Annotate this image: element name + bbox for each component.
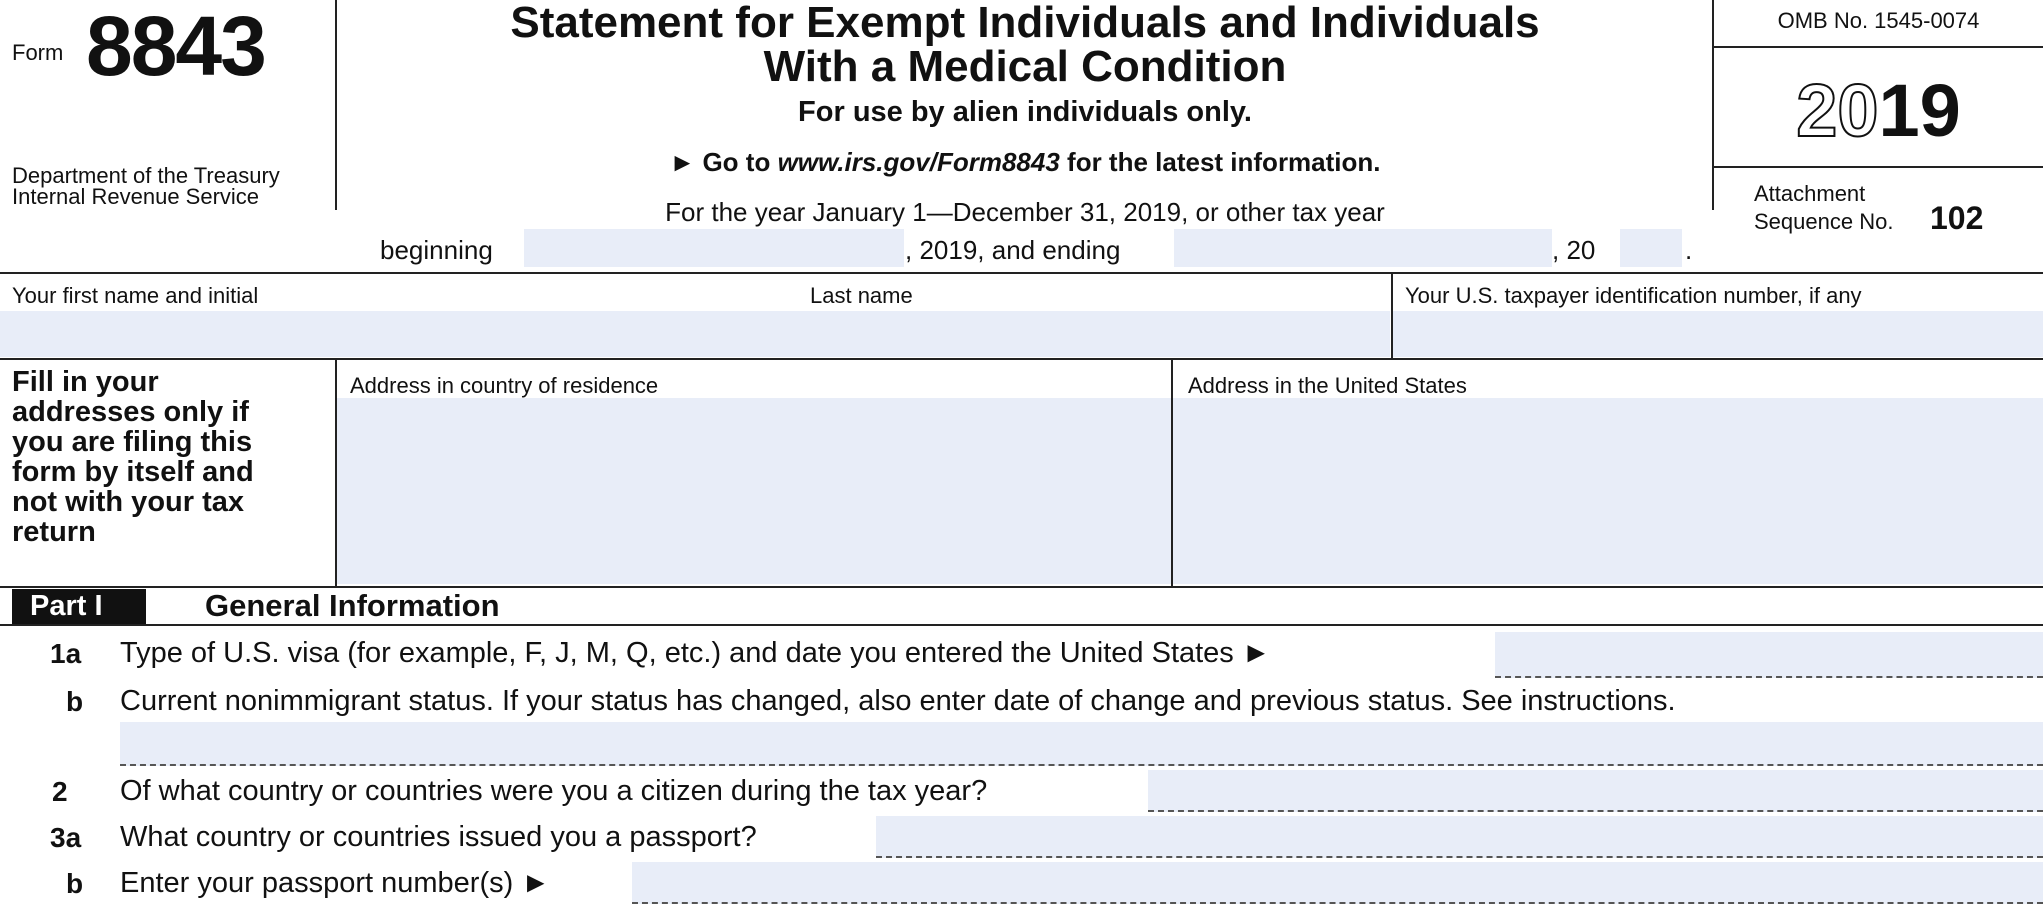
- q3b-input[interactable]: [632, 862, 2043, 904]
- goto-line: [340, 147, 1710, 178]
- q3a-input[interactable]: [876, 816, 2043, 858]
- form-title-line2: With a Medical Condition: [763, 42, 1287, 91]
- address-instruction-line: Fill in your: [12, 366, 159, 398]
- residence-address-label: Address in country of residence: [350, 373, 659, 398]
- address-instruction-line: not with your tax: [12, 486, 244, 518]
- q2-number: 2: [52, 776, 68, 807]
- q1b-text: Current nonimmigrant status. If your status has changed, also enter date of change and previous status. See instructions.: [120, 685, 1676, 717]
- irs-url-link[interactable]: www.irs.gov/Form8843: [777, 147, 1060, 177]
- q1a-text: Type of U.S. visa (for example, F, J, M, Q, etc.) and date you entered the United States ►: [120, 637, 1271, 669]
- form-subtitle: For use by alien individuals only.: [798, 96, 1252, 128]
- last-name-input[interactable]: [800, 311, 1390, 357]
- attachment-label: Attachment: [1754, 181, 1866, 206]
- q1a-number: 1a: [50, 638, 82, 669]
- part1-header-rule: [0, 624, 2043, 626]
- q3b-number: b: [66, 868, 84, 899]
- q3b-text: Enter your passport number(s) ►: [120, 867, 551, 899]
- address-instruction-line: you are filing this: [12, 426, 253, 458]
- sequence-number: 102: [1930, 200, 1984, 236]
- beginning-label: beginning: [380, 235, 493, 265]
- first-name-input[interactable]: [0, 311, 800, 357]
- omb-number: OMB No. 1545-0074: [1777, 8, 1980, 33]
- form-number: 8843: [86, 0, 265, 93]
- year-prefix-label: , 20: [1552, 235, 1596, 265]
- goto-prefix: Go to: [702, 147, 771, 177]
- q2-input[interactable]: [1148, 770, 2043, 812]
- q1b-input[interactable]: [120, 722, 2043, 766]
- us-address-label: Address in the United States: [1188, 373, 1467, 398]
- q3a-number: 3a: [50, 822, 82, 853]
- beginning-date-input[interactable]: [524, 229, 904, 267]
- header-left-divider: [335, 0, 337, 210]
- department-line1: Department of the Treasury: [12, 163, 280, 188]
- goto-suffix: for the latest information.: [1067, 147, 1381, 177]
- q1a-input[interactable]: [1495, 632, 2043, 678]
- name-row-bottom-rule: [0, 358, 2043, 360]
- residence-address-input[interactable]: [337, 398, 1171, 584]
- address-instruction-line: return: [12, 516, 96, 548]
- form-word: Form: [12, 40, 64, 65]
- department-line2: Internal Revenue Service: [12, 184, 260, 209]
- tin-label: Your U.S. taxpayer identification number, if any: [1405, 283, 1862, 308]
- form-title-line1: Statement for Exempt Individuals and Individuals: [510, 0, 1540, 47]
- tax-year: [1714, 68, 2043, 153]
- us-address-input[interactable]: [1173, 398, 2043, 584]
- omb-divider: [1712, 46, 2043, 48]
- ending-year-input[interactable]: [1620, 229, 1682, 267]
- address-instructions: [12, 367, 254, 547]
- year-bold: 19: [1878, 69, 1961, 152]
- header-bottom-rule: [0, 272, 2043, 274]
- part1-title: General Information: [205, 588, 500, 623]
- tin-input[interactable]: [1393, 311, 2043, 357]
- year-divider: [1712, 166, 2043, 168]
- part1-tag: [12, 589, 146, 625]
- q2-text: Of what country or countries were you a citizen during the tax year?: [120, 775, 988, 807]
- period-label: .: [1685, 235, 1693, 265]
- address-instruction-line: form by itself and: [12, 456, 254, 488]
- ending-date-input[interactable]: [1174, 229, 1552, 267]
- first-name-label: Your first name and initial: [12, 283, 259, 308]
- q3a-text: What country or countries issued you a passport?: [120, 821, 757, 853]
- arrow-icon: ►: [669, 147, 696, 177]
- q1b-number: b: [66, 686, 84, 717]
- year-outline: 20: [1796, 69, 1879, 152]
- tax-year-line: For the year January 1—December 31, 2019, or other tax year: [665, 197, 1385, 227]
- ending-label: , 2019, and ending: [905, 235, 1121, 265]
- last-name-label: Last name: [810, 283, 913, 308]
- address-instruction-line: addresses only if: [12, 396, 249, 428]
- sequence-label: Sequence No.: [1754, 209, 1894, 234]
- part1-tag-label: Part I: [30, 590, 103, 622]
